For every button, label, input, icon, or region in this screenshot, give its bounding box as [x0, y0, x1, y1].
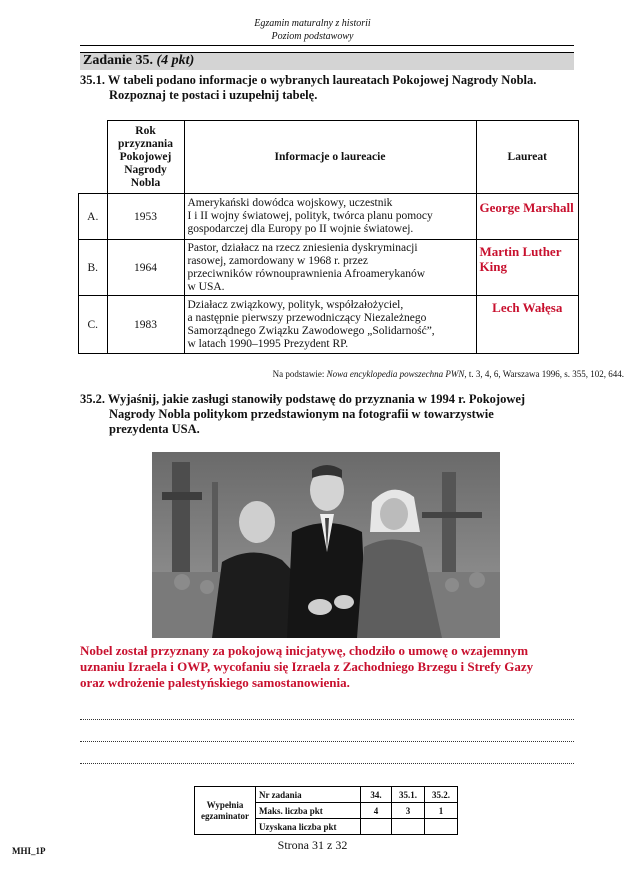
answer-cell[interactable]: Lech Wałęsa — [476, 296, 579, 354]
info-cell: Amerykański dowódca wojskowy, uczestnik I i II wojny światowej, polityk, twórca planu pomocy gospodarczej dla Europy po II wojnie światowej. — [184, 194, 476, 240]
table-row: A. 1953 Amerykański dowódca wojskowy, uczestnik I i II wojny światowej, polityk, twórca planu pomocy gospodarczej dla Europy po II wojnie światowej. George Marshall — [79, 194, 579, 240]
laureates-table — [78, 120, 579, 354]
exam-level: Poziom podstawowy — [271, 31, 354, 42]
header-year: Rok przyznania Pokojowej Nagrody Nobla — [107, 121, 184, 194]
answer-cell[interactable]: Martin Luther King — [476, 240, 579, 296]
answer-line[interactable] — [80, 719, 574, 720]
score-table: Wypełnia egzaminator Nr zadania 34. 35.1. 35.2. Maks. liczba pkt 4 3 1 Uzyskana liczba pkt — [194, 786, 458, 835]
answer-35-2[interactable]: Nobel został przyznany za pokojową inicjatywę, chodziło o umowę o wzajemnym uznaniu Izraela i OWP, wycofaniu się Izraela z Zachodniego Brzegu i Strefy Gazy oraz wdrożenie palestyńskiego samostanowienia. — [80, 643, 534, 690]
score-input[interactable] — [361, 819, 392, 835]
table-row: B. 1964 Pastor, działacz na rzecz zniesienia dyskryminacji rasowej, zamordowany w 1968 r. przez przeciwników równouprawnienia Afroamerykanów w USA. Martin Luther King — [79, 240, 579, 296]
answer-cell[interactable]: George Marshall — [476, 194, 579, 240]
header-info: Informacje o laureacie — [184, 121, 476, 194]
info-cell: Pastor, działacz na rzecz zniesienia dyskryminacji rasowej, zamordowany w 1968 r. przez przeciwników równouprawnienia Afroamerykanów w USA. — [184, 240, 476, 296]
exam-code: MHI_1P — [12, 846, 46, 856]
table-row: C. 1983 Działacz związkowy, polityk, współzałożyciel, a następnie pierwszy przewodniczący Niezależnego Samorządnego Związku Zawodowego „Solidarność”, w latach 1990–1995 Prezydent RP. Lech Wałęsa — [79, 296, 579, 354]
filled-by-label: Wypełnia egzaminator — [195, 787, 256, 835]
header-divider — [80, 45, 574, 46]
photo-image — [152, 452, 500, 638]
score-input[interactable] — [392, 819, 425, 835]
task-title: Zadanie 35. (4 pkt) — [83, 53, 195, 68]
score-input[interactable] — [425, 819, 458, 835]
page-number: Strona 31 z 32 — [277, 838, 348, 852]
question-35-1: 35.1. W tabeli podano informacje o wybranych laureatach Pokojowej Nagrody Nobla. Rozpoznaj te postaci i uzupełnij tabelę. — [80, 73, 537, 102]
historical-photo — [152, 452, 500, 638]
exam-title: Egzamin maturalny z historii — [254, 18, 371, 29]
header-laureate: Laureat — [476, 121, 579, 194]
answer-line[interactable] — [80, 763, 574, 764]
answer-line[interactable] — [80, 741, 574, 742]
info-cell: Działacz związkowy, polityk, współzałożyciel, a następnie pierwszy przewodniczący Niezależnego Samorządnego Związku Zawodowego „Solidarność”, w latach 1990–1995 Prezydent RP. — [184, 296, 476, 354]
question-35-2: 35.2. Wyjaśnij, jakie zasługi stanowiły podstawę do przyznania w 1994 r. Pokojowej Nagrody Nobla politykom przedstawionym na fotografii w towarzystwie prezydenta USA. — [80, 392, 526, 436]
source-note: Na podstawie: Nowa encyklopedia powszechna PWN, t. 3, 4, 6, Warszawa 1996, s. 355, 102, 644. — [272, 369, 624, 379]
